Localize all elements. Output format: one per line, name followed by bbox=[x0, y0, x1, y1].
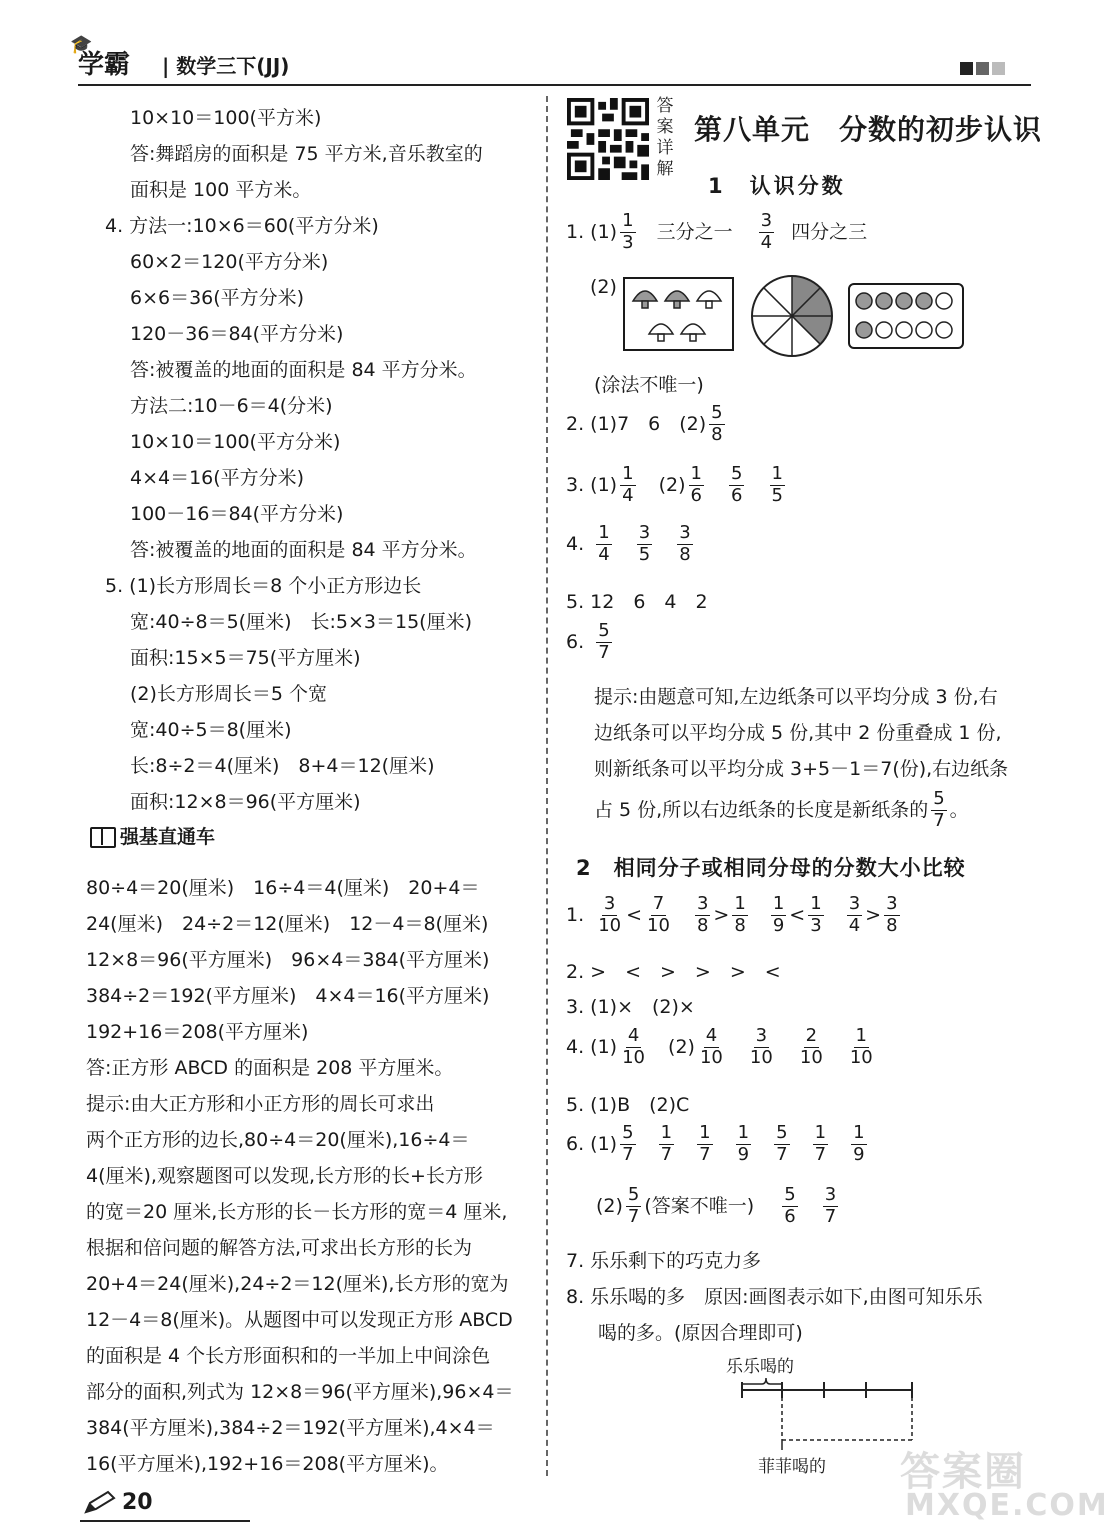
fraction: $\frac{1}{10}$ bbox=[849, 1025, 873, 1068]
fraction: $\frac{1}{4}$ bbox=[598, 522, 610, 565]
section-1-title: 1 认识分数 bbox=[708, 174, 846, 198]
fraction: $\frac{1}{9}$ bbox=[737, 1122, 750, 1165]
s1-q1-note: (涂法不唯一) bbox=[594, 374, 704, 396]
footer-rule bbox=[80, 1520, 250, 1522]
left-line-1: 10×10＝100(平方米) bbox=[130, 107, 322, 129]
s2-q1-row: 1. $\frac{3}{10}$ < $\frac{7}{10}$ $\frac{3}{8}$ > $\frac{1}{8}$ $\frac{1}{9}$ < $\frac{1}{3}$ $\frac{3}{4}$ > $\frac{3}{8}$ bbox=[566, 893, 898, 936]
fraction: $\frac{5}{7}$ bbox=[622, 1122, 634, 1165]
dot-box-figure bbox=[848, 283, 964, 349]
fraction: $\frac{4}{10}$ bbox=[699, 1025, 723, 1068]
left-line-5: 60×2＝120(平方分米) bbox=[130, 251, 329, 273]
fraction: $\frac{1}{7}$ bbox=[699, 1122, 711, 1165]
diagram-top-label: 乐乐喝的 bbox=[726, 1357, 794, 1377]
graduation-cap-icon: 🎓 bbox=[70, 34, 93, 55]
fraction: $\frac{4}{10}$ bbox=[622, 1025, 645, 1068]
calc-line-3: 12×8＝96(平方厘米) 96×4＝384(平方厘米) bbox=[86, 949, 490, 971]
calc-line-6: 答:正方形 ABCD 的面积是 208 平方厘米。 bbox=[86, 1057, 454, 1079]
hint-line-8: 的面积是 4 个长方形面积和的一半加上中间涂色 bbox=[86, 1345, 491, 1367]
watermark-text: 答案圈 bbox=[900, 1449, 1026, 1495]
pencil-icon bbox=[82, 1490, 118, 1516]
left-line-17: (2)长方形周长＝5 个宽 bbox=[130, 683, 328, 705]
comparison-bar-diagram bbox=[736, 1374, 916, 1456]
hint-line-6: 20+4＝24(厘米),24÷2＝12(厘米),长方形的宽为 bbox=[86, 1273, 509, 1295]
mushroom-icons bbox=[625, 279, 732, 349]
s1-q1-part2-label: (2) bbox=[590, 276, 617, 298]
header-rule bbox=[78, 84, 1031, 86]
s1-q6-row: 6. $\frac{5}{7}$ bbox=[566, 620, 610, 663]
left-line-3: 面积是 100 平方米。 bbox=[130, 179, 312, 201]
circle-icons bbox=[850, 285, 962, 347]
fraction: $\frac{1}{7}$ bbox=[660, 1122, 673, 1165]
left-line-12: 100－16＝84(平方分米) bbox=[130, 503, 344, 525]
calc-line-4: 384÷2＝192(平方厘米) 4×4＝16(平方厘米) bbox=[86, 985, 490, 1007]
fraction: $\frac{1}{8}$ bbox=[734, 893, 746, 936]
calc-line-5: 192+16＝208(平方厘米) bbox=[86, 1021, 309, 1043]
left-line-13: 答:被覆盖的地面的面积是 84 平方分米。 bbox=[130, 539, 477, 561]
column-divider bbox=[546, 96, 548, 1476]
divided-circle-figure bbox=[749, 273, 835, 359]
s1-q2-row: 2. (1)7 6 (2) $\frac{5}{8}$ bbox=[566, 402, 723, 445]
fraction: $\frac{1}{9}$ bbox=[853, 1122, 865, 1165]
diagram-bottom-label: 菲菲喝的 bbox=[758, 1457, 826, 1477]
fraction: $\frac{1}{3}$ bbox=[622, 210, 634, 253]
fraction: $\frac{5}{7}$ bbox=[933, 788, 945, 831]
fraction: $\frac{1}{9}$ bbox=[772, 893, 785, 936]
fraction: $\frac{5}{7}$ bbox=[627, 1184, 640, 1227]
fraction: $\frac{1}{7}$ bbox=[814, 1122, 827, 1165]
fraction: $\frac{1}{3}$ bbox=[810, 893, 822, 936]
hint-line-2: 两个正方形的边长,80÷4＝20(厘米),16÷4＝ bbox=[86, 1129, 470, 1151]
fraction: $\frac{3}{8}$ bbox=[886, 893, 898, 936]
s1-q4-row: 4. $\frac{1}{4}$ $\frac{3}{5}$ $\frac{3}{8}$ bbox=[566, 522, 691, 565]
fraction: $\frac{3}{5}$ bbox=[638, 522, 651, 565]
book-title: | 数学三下(JJ) bbox=[162, 54, 290, 78]
s2-q4-row: 4. (1) $\frac{4}{10}$ (2) $\frac{4}{10}$ $\frac{3}{10}$ $\frac{2}{10}$ $\frac{1}{10}$ bbox=[566, 1025, 873, 1068]
brand-logo: 🎓 学霸 bbox=[70, 34, 131, 80]
calc-line-2: 24(厘米) 24÷2＝12(厘米) 12－4＝8(厘米) bbox=[86, 913, 489, 935]
fraction: $\frac{2}{10}$ bbox=[799, 1025, 823, 1068]
left-line-11: 4×4＝16(平方分米) bbox=[130, 467, 305, 489]
unit-title: 第八单元 分数的初步认识 bbox=[694, 113, 1043, 146]
s1-q3-row: 3. (1) $\frac{1}{4}$ (2) $\frac{1}{6}$ $\frac{5}{6}$ $\frac{1}{5}$ bbox=[566, 463, 783, 506]
fraction: $\frac{5}{8}$ bbox=[711, 402, 723, 445]
left-line-16: 面积:15×5＝75(平方厘米) bbox=[130, 647, 361, 669]
calc-line-1: 80÷4＝20(厘米) 16÷4＝4(厘米) 20+4＝ bbox=[86, 877, 480, 899]
hint-line-10: 384(平方厘米),384÷2＝192(平方厘米),4×4＝ bbox=[86, 1417, 495, 1439]
left-line-18: 宽:40÷5＝8(厘米) bbox=[130, 719, 292, 741]
s1-hint-line-4: 占 5 份,所以右边纸条的长度是新纸条的 $\frac{5}{7}$ 。 bbox=[594, 788, 969, 831]
left-line-8: 答:被覆盖的地面的面积是 84 平方分米。 bbox=[130, 359, 477, 381]
hint-line-5: 根据和倍问题的解答方法,可求出长方形的长为 bbox=[86, 1237, 473, 1259]
s2-q7-row: 7. 乐乐剩下的巧克力多 bbox=[566, 1250, 762, 1272]
hint-line-3: 4(厘米),观察题图可以发现,长方形的长+长方形 bbox=[86, 1165, 483, 1187]
mushroom-box-figure bbox=[623, 277, 734, 351]
s2-q6-row: 6. (1) $\frac{5}{7}$ $\frac{1}{7}$ $\frac{1}{7}$ $\frac{1}{9}$ $\frac{5}{7}$ $\frac{1}{7}$ $\frac{1}{9}$ bbox=[566, 1122, 865, 1165]
fraction: $\frac{7}{10}$ bbox=[647, 893, 670, 936]
watermark-url: MXQE.COM bbox=[905, 1488, 1109, 1523]
s1-hint-line-3: 则新纸条可以平均分成 3+5－1＝7(份),右边纸条 bbox=[594, 758, 1009, 780]
left-line-2: 答:舞蹈房的面积是 75 平方米,音乐教室的 bbox=[130, 143, 483, 165]
s1-hint-line-2: 边纸条可以平均分成 5 份,其中 2 份重叠成 1 份, bbox=[594, 722, 1002, 744]
fraction: $\frac{3}{4}$ bbox=[760, 210, 773, 253]
fraction: $\frac{5}{7}$ bbox=[776, 1122, 788, 1165]
left-line-7: 120－36＝84(平方分米) bbox=[130, 323, 344, 345]
s1-hint-line-1: 提示:由题意可知,左边纸条可以平均分成 3 份,右 bbox=[594, 686, 998, 708]
s2-q3-row: 3. (1)× (2)× bbox=[566, 996, 695, 1018]
fraction: $\frac{5}{7}$ bbox=[598, 620, 610, 663]
left-line-20: 面积:12×8＝96(平方厘米) bbox=[130, 791, 361, 813]
fraction: $\frac{3}{10}$ bbox=[749, 1025, 773, 1068]
section-heading: 强基直通车 bbox=[90, 822, 215, 849]
left-line-9: 方法二:10－6＝4(分米) bbox=[130, 395, 333, 417]
left-line-15: 宽:40÷8＝5(厘米) 长:5×3＝15(厘米) bbox=[130, 611, 473, 633]
s2-q8-line-2: 喝的多。(原因合理即可) bbox=[598, 1322, 803, 1344]
fraction: $\frac{3}{7}$ bbox=[824, 1184, 837, 1227]
fraction: $\frac{1}{4}$ bbox=[622, 463, 634, 506]
hint-line-1: 提示:由大正方形和小正方形的周长可求出 bbox=[86, 1093, 435, 1115]
fraction: $\frac{3}{8}$ bbox=[696, 893, 709, 936]
hint-line-7: 12－4＝8(厘米)。从题图中可以发现正方形 ABCD bbox=[86, 1309, 513, 1331]
qr-code-icon bbox=[567, 98, 649, 180]
left-line-14: 5. (1)长方形周长＝8 个小正方形边长 bbox=[105, 575, 422, 597]
fraction: $\frac{3}{8}$ bbox=[679, 522, 691, 565]
s2-q2-row: 2. > < > > > < bbox=[566, 961, 781, 983]
header-squares-icon bbox=[960, 58, 1008, 80]
fraction: $\frac{3}{4}$ bbox=[848, 893, 861, 936]
left-line-19: 长:8÷2＝4(厘米) 8+4＝12(厘米) bbox=[130, 755, 435, 777]
hint-line-4: 的宽＝20 厘米,长方形的长－长方形的宽＝4 厘米, bbox=[86, 1201, 508, 1223]
hint-line-11: 16(平方厘米),192+16＝208(平方厘米)。 bbox=[86, 1453, 449, 1475]
s2-q5-row: 5. (1)B (2)C bbox=[566, 1094, 690, 1116]
hint-line-9: 部分的面积,列式为 12×8＝96(平方厘米),96×4＝ bbox=[86, 1381, 514, 1403]
left-line-6: 6×6＝36(平方分米) bbox=[130, 287, 305, 309]
s2-q6b-row: (2) $\frac{5}{7}$ (答案不唯一) $\frac{5}{6}$ $\frac{3}{7}$ bbox=[596, 1184, 837, 1227]
qr-label: 答案详解 bbox=[656, 96, 674, 179]
fraction: $\frac{1}{5}$ bbox=[771, 463, 783, 506]
s1-q1-row: 1. (1) $\frac{1}{3}$ 三分之一 $\frac{3}{4}$ 四分之三 bbox=[566, 210, 868, 253]
fraction: $\frac{3}{10}$ bbox=[598, 893, 622, 936]
book-icon bbox=[90, 827, 116, 848]
fraction: $\frac{1}{6}$ bbox=[690, 463, 702, 506]
fraction: $\frac{5}{6}$ bbox=[784, 1184, 796, 1227]
left-line-10: 10×10＝100(平方分米) bbox=[130, 431, 341, 453]
s2-q8-line-1: 8. 乐乐喝的多 原因:画图表示如下,由图可知乐乐 bbox=[566, 1286, 983, 1308]
s1-q5-row: 5. 12 6 4 2 bbox=[566, 591, 708, 613]
page-number: 20 bbox=[122, 1490, 153, 1515]
fraction: $\frac{5}{6}$ bbox=[731, 463, 743, 506]
left-line-4: 4. 方法一:10×6＝60(平方分米) bbox=[105, 215, 379, 237]
section-2-title: 2 相同分子或相同分母的分数大小比较 bbox=[576, 856, 966, 880]
